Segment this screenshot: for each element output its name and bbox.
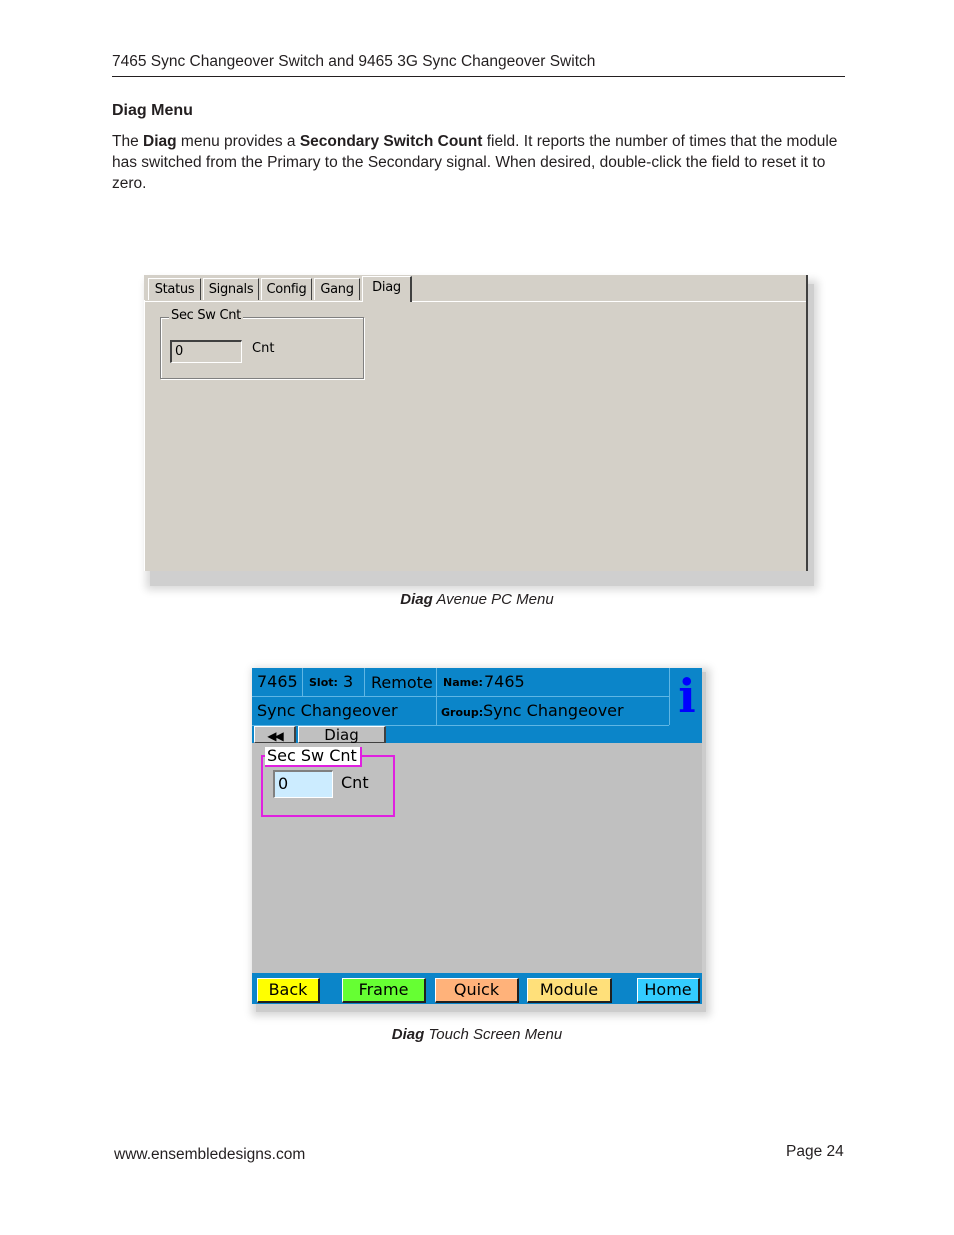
group-label: Group: [441,706,484,719]
intro-text: menu provides a [176,133,300,150]
info-icon[interactable]: i [678,669,696,723]
frame-button[interactable]: Frame [342,978,426,1003]
slot-value: 3 [343,672,354,691]
back-button[interactable]: Back [257,978,320,1003]
touch-menu-caption [300,1026,654,1043]
home-button[interactable]: Home [637,978,700,1003]
intro-bold-diag: Diag [143,133,177,150]
tab-status[interactable]: Status [148,278,201,300]
intro-bold-field: Secondary Switch Count [299,133,483,150]
slot-label: Slot: [309,676,338,689]
name-label: Name: [443,676,483,689]
pc-menu-panel [144,275,808,571]
intro-text: field. It reports the number of times that the module has switched from the Primary to the Secondary signal. When desired, double-click the field to reset it to zero. [112,133,838,192]
name-value: 7465 [484,672,525,691]
sec-sw-cnt-field[interactable]: 0 [170,340,242,363]
tab-config[interactable]: Config [261,278,312,300]
touch-cnt-unit-label: Cnt [341,773,369,792]
quick-button[interactable]: Quick [435,978,519,1003]
tab-gang[interactable]: Gang [314,278,360,300]
touch-nav-bar [252,973,702,1004]
touch-sec-sw-cnt-label: Sec Sw Cnt [265,747,362,767]
touch-status-bar [252,668,702,743]
group-value: Sync Changeover [483,701,624,720]
back-arrows-button[interactable] [254,726,296,743]
sec-sw-cnt-label: Sec Sw Cnt [171,308,241,323]
model-number: 7465 [257,672,298,691]
module-button[interactable]: Module [527,978,612,1003]
tab-signals[interactable]: Signals [203,278,259,300]
pc-menu-caption [300,591,654,608]
touch-menu-panel [252,668,702,1004]
page-number: Page 24 [786,1143,844,1160]
section-heading: Diag Menu [112,102,193,119]
module-type: Sync Changeover [257,701,398,720]
double-left-arrow-icon: ◀◀ [267,729,282,743]
intro-paragraph [112,131,847,194]
sec-sw-cnt-group [160,308,364,379]
tab-diag[interactable]: Diag [362,276,412,302]
caption-bold: Diag [391,1026,425,1043]
mode-label: Remote [371,673,433,692]
cnt-unit-label: Cnt [252,341,275,356]
caption-text: Avenue PC Menu [432,591,554,608]
header-divider [112,76,845,77]
touch-sec-sw-cnt-group [261,746,395,817]
touch-sec-sw-cnt-field[interactable]: 0 [273,770,333,798]
caption-text: Touch Screen Menu [424,1026,563,1043]
document-header-title: 7465 Sync Changeover Switch and 9465 3G Sync Changeover Switch [112,53,596,70]
caption-bold: Diag [400,591,433,608]
intro-text: The [112,133,144,150]
footer-website: www.ensembledesigns.com [114,1146,306,1163]
current-menu-tab[interactable]: Diag [298,726,386,743]
